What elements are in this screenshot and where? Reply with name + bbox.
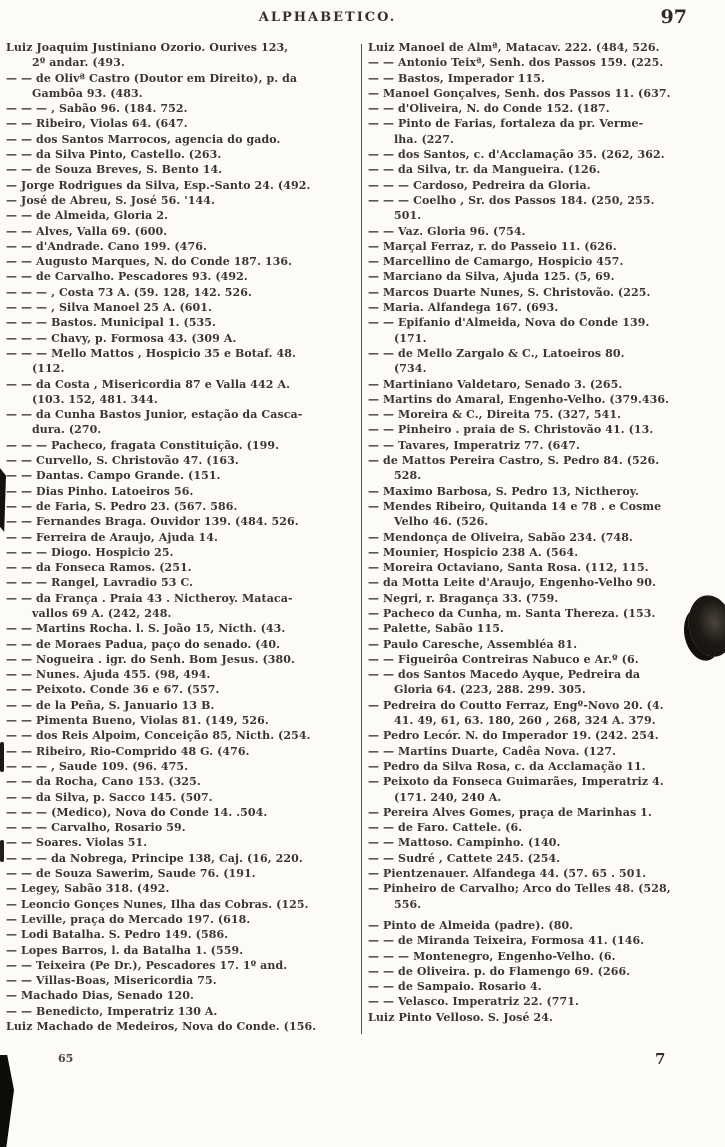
- directory-line: — — Sudré , Cattete 245. (254.: [368, 851, 561, 865]
- directory-line: — — Alves, Valla 69. (600.: [6, 224, 168, 238]
- directory-line: — Mendonça de Oliveira, Sabão 234. (748.: [368, 530, 633, 544]
- directory-line: — — — Chavy, p. Formosa 43. (309 A.: [6, 331, 237, 345]
- directory-line: (112.: [32, 362, 65, 376]
- directory-line: — — d'Oliveira, N. do Conde 152. (187.: [368, 102, 610, 116]
- directory-line: — — Teixeira (Pe Dr.), Pescadores 17. 1º and.: [6, 958, 288, 972]
- directory-line: — — — Coelho , Sr. dos Passos 184. (250, 255.: [368, 193, 655, 207]
- directory-line: — Martiniano Valdetaro, Senado 3. (265.: [368, 377, 623, 391]
- directory-line: — Legey, Sabão 318. (492.: [6, 882, 170, 896]
- directory-line: — Maximo Barbosa, S. Pedro 13, Nictheroy.: [368, 484, 639, 498]
- directory-line: — Marciano da Silva, Ajuda 125. (5, 69.: [368, 270, 615, 284]
- directory-line: — — da Silva Pinto, Castello. (263.: [6, 148, 222, 162]
- binding-smudge-artifact: [0, 1055, 14, 1147]
- directory-line: — — Villas-Boas, Misericordia 75.: [6, 974, 217, 988]
- directory-line: — — de Oliveira. p. do Flamengo 69. (266.: [368, 964, 631, 978]
- directory-line: — — Antonio Teixª, Senh. dos Passos 159. (225.: [368, 56, 664, 70]
- directory-line: — — — , Saude 109. (96. 475.: [6, 759, 189, 773]
- right-column: [368, 40, 720, 1025]
- directory-line: — — de Moraes Padua, paço do senado. (40.: [6, 637, 281, 651]
- directory-line: — — da Rocha, Cano 153. (325.: [6, 775, 201, 789]
- directory-line: — — Curvello, S. Christovão 47. (163.: [6, 454, 239, 468]
- directory-line: — — Martins Duarte, Cadêa Nova. (127.: [368, 744, 617, 758]
- directory-line: — Manoel Gonçalves, Senh. dos Passos 11. (637.: [368, 86, 671, 100]
- directory-line: — — — Diogo. Hospicio 25.: [6, 545, 174, 559]
- directory-line: 501.: [394, 209, 422, 223]
- directory-line: — — da Fonseca Ramos. (251.: [6, 561, 192, 575]
- directory-line: — — — Cardoso, Pedreira da Gloria.: [368, 178, 591, 192]
- directory-line: — — — Montenegro, Engenho-Velho. (6.: [368, 949, 616, 963]
- directory-line: — — de Almeida, Gloria 2.: [6, 209, 169, 223]
- directory-line: vallos 69 A. (242, 248.: [32, 606, 172, 620]
- directory-line: — — Vaz. Gloria 96. (754.: [368, 224, 526, 238]
- directory-line: — — da Silva, p. Sacco 145. (507.: [6, 790, 213, 804]
- directory-line: — Jorge Rodrigues da Silva, Esp.-Santo 24. (492.: [6, 178, 311, 192]
- directory-line: — — Moreira & C., Direita 75. (327, 541.: [368, 408, 622, 422]
- directory-line: — Martins do Amaral, Engenho-Velho. (379.436.: [368, 392, 670, 406]
- directory-line: Velho 46. (526.: [394, 515, 489, 529]
- directory-line: — — de la Peña, S. Januario 13 B.: [6, 698, 215, 712]
- directory-line: — Pinto de Almeida (padre). (80.: [368, 918, 574, 932]
- directory-line: — — — Carvalho, Rosario 59.: [6, 821, 186, 835]
- directory-line: — — dos Santos Marrocos, agencia do gado.: [6, 132, 281, 146]
- edge-mark-artifact: [0, 742, 4, 772]
- directory-line: — Maria. Alfandega 167. (693.: [368, 301, 559, 315]
- directory-line: — — dos Santos Macedo Ayque, Pedreira da: [368, 668, 641, 682]
- directory-line: — Machado Dias, Senado 120.: [6, 989, 194, 1003]
- directory-line: Gambôa 93. (483.: [32, 86, 143, 100]
- directory-line: — — Tavares, Imperatriz 77. (647.: [368, 438, 580, 452]
- directory-line: — Leoncio Gonçes Nunes, Ilha das Cobras. (125.: [6, 897, 309, 911]
- directory-line: — Mounier, Hospicio 238 A. (564.: [368, 545, 579, 559]
- directory-line: — — da Cunha Bastos Junior, estação da Casca-: [6, 408, 303, 422]
- directory-line: — Pedro Lecór. N. do Imperador 19. (242. 254.: [368, 729, 659, 743]
- running-head-title: ALPHABETICO.: [258, 10, 397, 25]
- directory-line: — — Pimenta Bueno, Violas 81. (149, 526.: [6, 714, 269, 728]
- directory-line: lha. (227.: [394, 132, 454, 146]
- directory-line: (734.: [394, 362, 427, 376]
- edge-mark-artifact: [0, 840, 4, 862]
- directory-line: — da Motta Leite d'Araujo, Engenho-Velho 90.: [368, 576, 656, 590]
- directory-line: 2º andar. (493.: [32, 56, 125, 70]
- directory-line: — — Dias Pinho. Latoeiros 56.: [6, 484, 194, 498]
- directory-line: Gloria 64. (223, 288. 299. 305.: [394, 683, 586, 697]
- directory-line: — — — Mello Mattos , Hospicio 35 e Botaf. 48.: [6, 346, 296, 360]
- signature-mark-left: 65: [58, 1052, 74, 1065]
- directory-line: — Peixoto da Fonseca Guimarães, Imperatriz 4.: [368, 775, 664, 789]
- directory-line: — — Mattoso. Campinho. (140.: [368, 836, 561, 850]
- directory-line: — — Figueirôa Contreiras Nabuco e Ar.º (6.: [368, 652, 639, 666]
- directory-line: — Marcellino de Camargo, Hospicio 457.: [368, 255, 624, 269]
- directory-line: — Leville, praça do Mercado 197. (618.: [6, 912, 251, 926]
- directory-line: — — Fernandes Braga. Ouvidor 139. (484. 526.: [6, 515, 299, 529]
- directory-line: 528.: [394, 469, 422, 483]
- directory-line: — — — , Silva Manoel 25 A. (601.: [6, 301, 212, 315]
- directory-line: Luiz Machado de Medeiros, Nova do Conde. (156.: [6, 1020, 317, 1033]
- directory-line: — — de Mello Zargalo & C., Latoeiros 80.: [368, 346, 625, 360]
- directory-line: — — Nunes. Ajuda 455. (98, 494.: [6, 668, 211, 682]
- directory-line: — — Epifanio d'Almeida, Nova do Conde 139.: [368, 316, 650, 330]
- directory-line: — — Ribeiro, Violas 64. (647.: [6, 117, 188, 131]
- directory-line: — — — Rangel, Lavradio 53 C.: [6, 576, 194, 590]
- directory-line: — — Nogueira . igr. do Senh. Bom Jesus. (380.: [6, 652, 295, 666]
- directory-line: — Pedreira do Coutto Ferraz, Engº-Novo 20. (4.: [368, 698, 664, 712]
- directory-line: — Pedro da Silva Rosa, c. da Acclamação 11.: [368, 759, 646, 773]
- directory-line: Luiz Joaquim Justiniano Ozorio. Ourives 123,: [6, 41, 289, 54]
- directory-line: (171. 240, 240 A.: [394, 790, 502, 804]
- directory-line: 556.: [394, 897, 422, 911]
- directory-line: — — de Souza Breves, S. Bento 14.: [6, 163, 223, 177]
- directory-line: — — — Pacheco, fragata Constituição. (199.: [6, 438, 280, 452]
- directory-line: — — — , Costa 73 A. (59. 128, 142. 526.: [6, 285, 252, 299]
- directory-line: — — dos Santos, c. d'Acclamação 35. (262, 362.: [368, 148, 665, 162]
- directory-line: — — dos Reis Alpoim, Conceição 85, Nicth. (254.: [6, 729, 311, 743]
- directory-line: — — d'Andrade. Cano 199. (476.: [6, 239, 207, 253]
- directory-line: — — de Souza Sawerim, Saude 76. (191.: [6, 867, 256, 881]
- directory-line: Luiz Manoel de Almª, Matacav. 222. (484, 526.: [368, 41, 660, 54]
- directory-line: dura. (270.: [32, 423, 102, 437]
- directory-line: — — — da Nobrega, Principe 138, Caj. (16, 220.: [6, 851, 303, 865]
- directory-line: — Lodi Batalha. S. Pedro 149. (586.: [6, 928, 229, 942]
- column-divider-rule: [361, 44, 362, 1034]
- directory-line: — Marçal Ferraz, r. do Passeio 11. (626.: [368, 239, 617, 253]
- directory-line: — — Peixoto. Conde 36 e 67. (557.: [6, 683, 220, 697]
- directory-line: — — de Faria, S. Pedro 23. (567. 586.: [6, 499, 238, 513]
- directory-line: 41. 49, 61, 63. 180, 260 , 268, 324 A. 379.: [394, 714, 656, 728]
- directory-line: — — Dantas. Campo Grande. (151.: [6, 469, 221, 483]
- directory-line: — José de Abreu, S. José 56. '144.: [6, 193, 215, 207]
- directory-line: — — de Miranda Teixeira, Formosa 41. (146.: [368, 934, 645, 948]
- directory-line: — Lopes Barros, l. da Batalha 1. (559.: [6, 943, 244, 957]
- directory-line: — — — , Sabão 96. (184. 752.: [6, 102, 188, 116]
- directory-line: — Moreira Octaviano, Santa Rosa. (112, 115.: [368, 561, 649, 575]
- directory-line: — — Pinheiro . praia de S. Christovão 41. (13.: [368, 423, 654, 437]
- directory-line: — Mendes Ribeiro, Quitanda 14 e 78 . e Cosme: [368, 499, 662, 513]
- directory-line: — — da Costa , Misericordia 87 e Valla 442 A.: [6, 377, 291, 391]
- directory-line: — de Mattos Pereira Castro, S. Pedro 84. (526.: [368, 454, 660, 468]
- left-column: [6, 40, 358, 1034]
- page-number: 97: [660, 6, 687, 28]
- directory-line: — Paulo Caresche, Assembléa 81.: [368, 637, 578, 651]
- directory-line: — — da Silva, tr. da Mangueira. (126.: [368, 163, 601, 177]
- directory-line: — — Ferreira de Araujo, Ajuda 14.: [6, 530, 218, 544]
- directory-line: — — de Olivª Castro (Doutor em Direito), p. da: [6, 71, 298, 85]
- directory-line: — — Pinto de Farias, fortaleza da pr. Verme-: [368, 117, 644, 131]
- directory-line: — Marcos Duarte Nunes, S. Christovão. (225.: [368, 285, 651, 299]
- directory-line: (103. 152, 481. 344.: [32, 392, 158, 406]
- directory-line: — — de Sampaio. Rosario 4.: [368, 980, 542, 994]
- directory-line: — Pereira Alves Gomes, praça de Marinhas 1.: [368, 805, 652, 819]
- directory-line: — Pacheco da Cunha, m. Santa Thereza. (153.: [368, 606, 656, 620]
- directory-line: — Pinheiro de Carvalho; Arco do Telles 48. (528,: [368, 882, 671, 896]
- directory-line: — — Augusto Marques, N. do Conde 187. 136.: [6, 255, 293, 269]
- directory-line: — — Benedicto, Imperatriz 130 A.: [6, 1004, 218, 1018]
- directory-line: — — Soares. Violas 51.: [6, 836, 148, 850]
- directory-line: Luiz Pinto Velloso. S. José 24.: [368, 1010, 553, 1024]
- directory-line: (171.: [394, 331, 427, 345]
- signature-mark-right: 7: [655, 1050, 666, 1068]
- directory-line: — — da França . Praia 43 . Nictheroy. Mataca-: [6, 591, 293, 605]
- directory-line: — Pientzenauer. Alfandega 44. (57. 65 . 501.: [368, 867, 647, 881]
- directory-line: — — de Carvalho. Pescadores 93. (492.: [6, 270, 248, 284]
- directory-line: — Negri, r. Bragança 33. (759.: [368, 591, 559, 605]
- directory-line: — — Velasco. Imperatriz 22. (771.: [368, 995, 579, 1009]
- directory-line: — — Martins Rocha. l. S. João 15, Nicth. (43.: [6, 622, 286, 636]
- directory-line: — — — (Medico), Nova do Conde 14. .504.: [6, 805, 268, 819]
- directory-line: — — de Faro. Cattele. (6.: [368, 821, 523, 835]
- directory-line: — — Bastos, Imperador 115.: [368, 71, 545, 85]
- directory-line: — — — Bastos. Municipal 1. (535.: [6, 316, 216, 330]
- directory-line: — Palette, Sabão 115.: [368, 622, 504, 636]
- directory-line: — — Ribeiro, Rio-Comprido 48 G. (476.: [6, 744, 250, 758]
